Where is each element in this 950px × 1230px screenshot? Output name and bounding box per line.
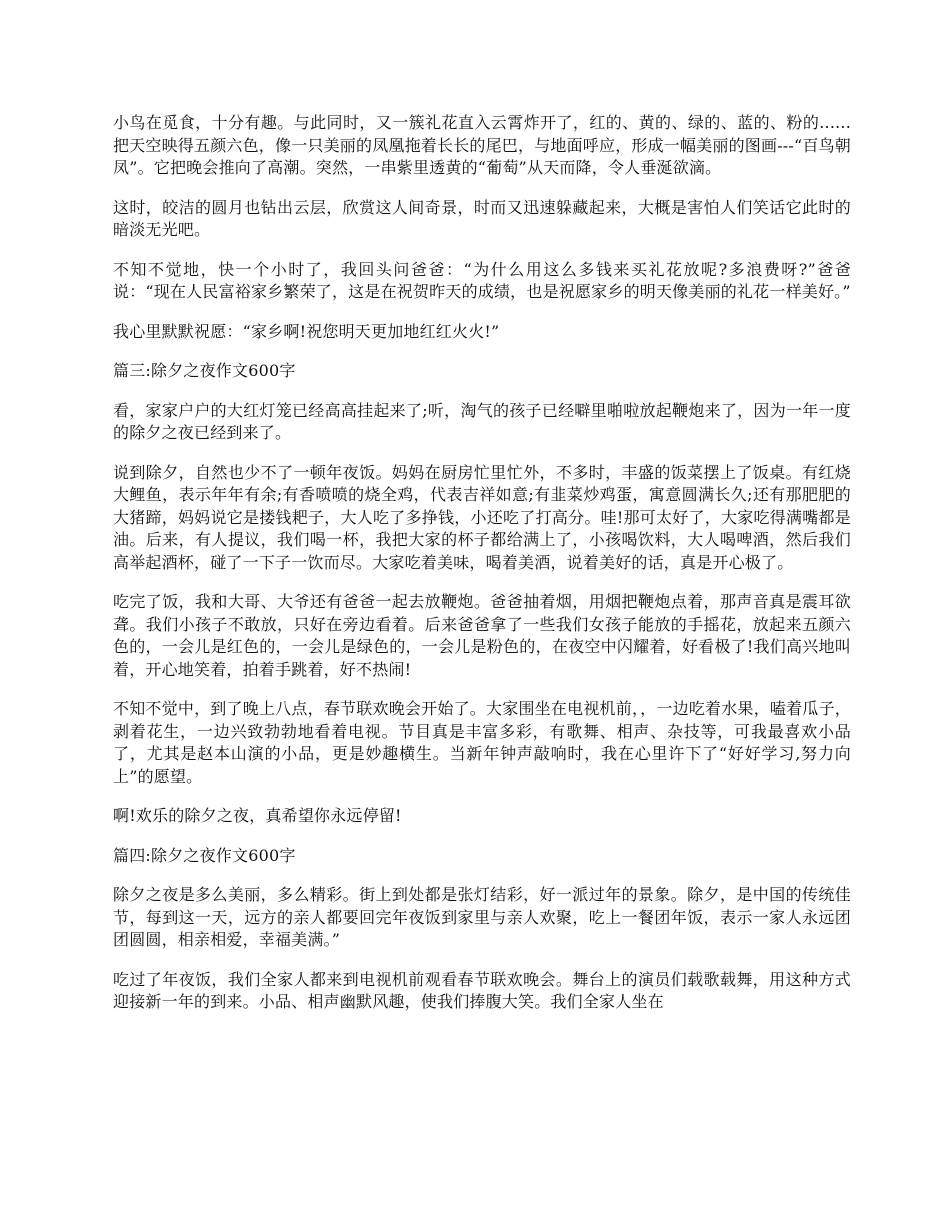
paragraph-closing: 啊!欢乐的除夕之夜，真希望你永远停留!: [113, 806, 402, 825]
paragraph-lanterns: 看，家家户户的大红灯笼已经高高挂起来了;听，淘气的孩子已经噼里啪啦放起鞭炮来了，因为一年一度的除夕之夜已经到来了。: [113, 400, 851, 442]
paragraph-gala: 不知不觉中，到了晚上八点，春节联欢晚会开始了。大家围坐在电视机前，，一边吃着水果，嗑着瓜子，剥着花生，一边兴致勃勃地看着电视。节目真是丰富多彩，有歌舞、相声、杂技等，可我最喜欢小品了，尤其是赵本山演的小品，更是妙趣横生。当新年钟声敲响时，我在心里许下了“好好学习,努力向上”的愿望。: [113, 699, 851, 786]
section-heading-4: 篇四:除夕之夜作文600字: [113, 845, 296, 865]
section-heading-3: 篇三:除夕之夜作文600字: [113, 361, 296, 380]
paragraph-moon: 这时，皎洁的圆月也钻出云层，欣赏这人间奇景，时而又迅速躲藏起来，大概是害怕人们笑话它此时的暗淡无光吧。: [113, 197, 851, 239]
paragraph-wish: 我心里默默祝愿：“家乡啊!祝您明天更加地红红火火!”: [113, 321, 500, 341]
paragraph-ask-father: 不知不觉地，快一个小时了，我回头问爸爸：“为什么用这么多钱来买礼花放呢?多浪费呀?”爸爸说：“现在人民富裕家乡繁荣了，这是在祝贺昨天的成绩，也是祝愿家乡的明天像美丽的礼花一样美好。”: [113, 259, 851, 301]
paragraph-watch-gala: 吃过了年夜饭，我们全家人都来到电视机前观看春节联欢晚会。舞台上的演员们载歌载舞，用这种方式迎接新一年的到来。小品、相声幽默风趣，使我们捧腹大笑。我们全家人坐在: [113, 969, 851, 1011]
paragraph-firecrackers: 吃完了饭，我和大哥、大爷还有爸爸一起去放鞭炮。爸爸抽着烟，用烟把鞭炮点着，那声音真是震耳欲聋。我们小孩子不敢放，只好在旁边看着。后来爸爸拿了一些我们女孩子能放的手摇花，放起来五颜六色的，一会儿是红色的，一会儿是绿色的，一会儿是粉色的，在夜空中闪耀着，好看极了!我们高兴地叫着，开心地笑着，拍着手跳着，好不热闹!: [113, 592, 851, 679]
paragraph-festival: 除夕之夜是多么美丽，多么精彩。街上到处都是张灯结彩，好一派过年的景象。除夕，是中国的传统佳节，每到这一天，远方的亲人都要回完年夜饭到家里与亲人欢聚，吃上一餐团年饭，表示一家人永远团团圆圆，相亲相爱，幸福美满。”: [113, 885, 851, 949]
document-page: [113, 112, 851, 1031]
paragraph-fireworks: 小鸟在觅食，十分有趣。与此同时，又一簇礼花直入云霄炸开了，红的、黄的、绿的、蓝的、粉的......把天空映得五颜六色，像一只美丽的凤凰拖着长长的尾巴，与地面呼应，形成一幅美丽的图画---“百鸟朝凤”。它把晚会推向了高潮。突然，一串紫里透黄的“葡萄”从天而降，令人垂涎欲滴。: [113, 113, 851, 177]
paragraph-dinner: 说到除夕，自然也少不了一顿年夜饭。妈妈在厨房忙里忙外，不多时，丰盛的饭菜摆上了饭桌。有红烧大鲤鱼，表示年年有余;有香喷喷的烧全鸡，代表吉祥如意;有韭菜炒鸡蛋，寓意圆满长久;还有那肥肥的大猪蹄，妈妈说它是搂钱耙子，大人吃了多挣钱，小还吃了打高分。哇!那可太好了，大家吃得满嘴都是油。后来，有人提议，我们喝一杯，我把大家的杯子都给满上了，小孩喝饮料，大人喝啤酒，然后我们高举起酒杯，碰了一下子一饮而尽。大家吃着美味，喝着美酒，说着美好的话，真是开心极了。: [113, 462, 851, 572]
